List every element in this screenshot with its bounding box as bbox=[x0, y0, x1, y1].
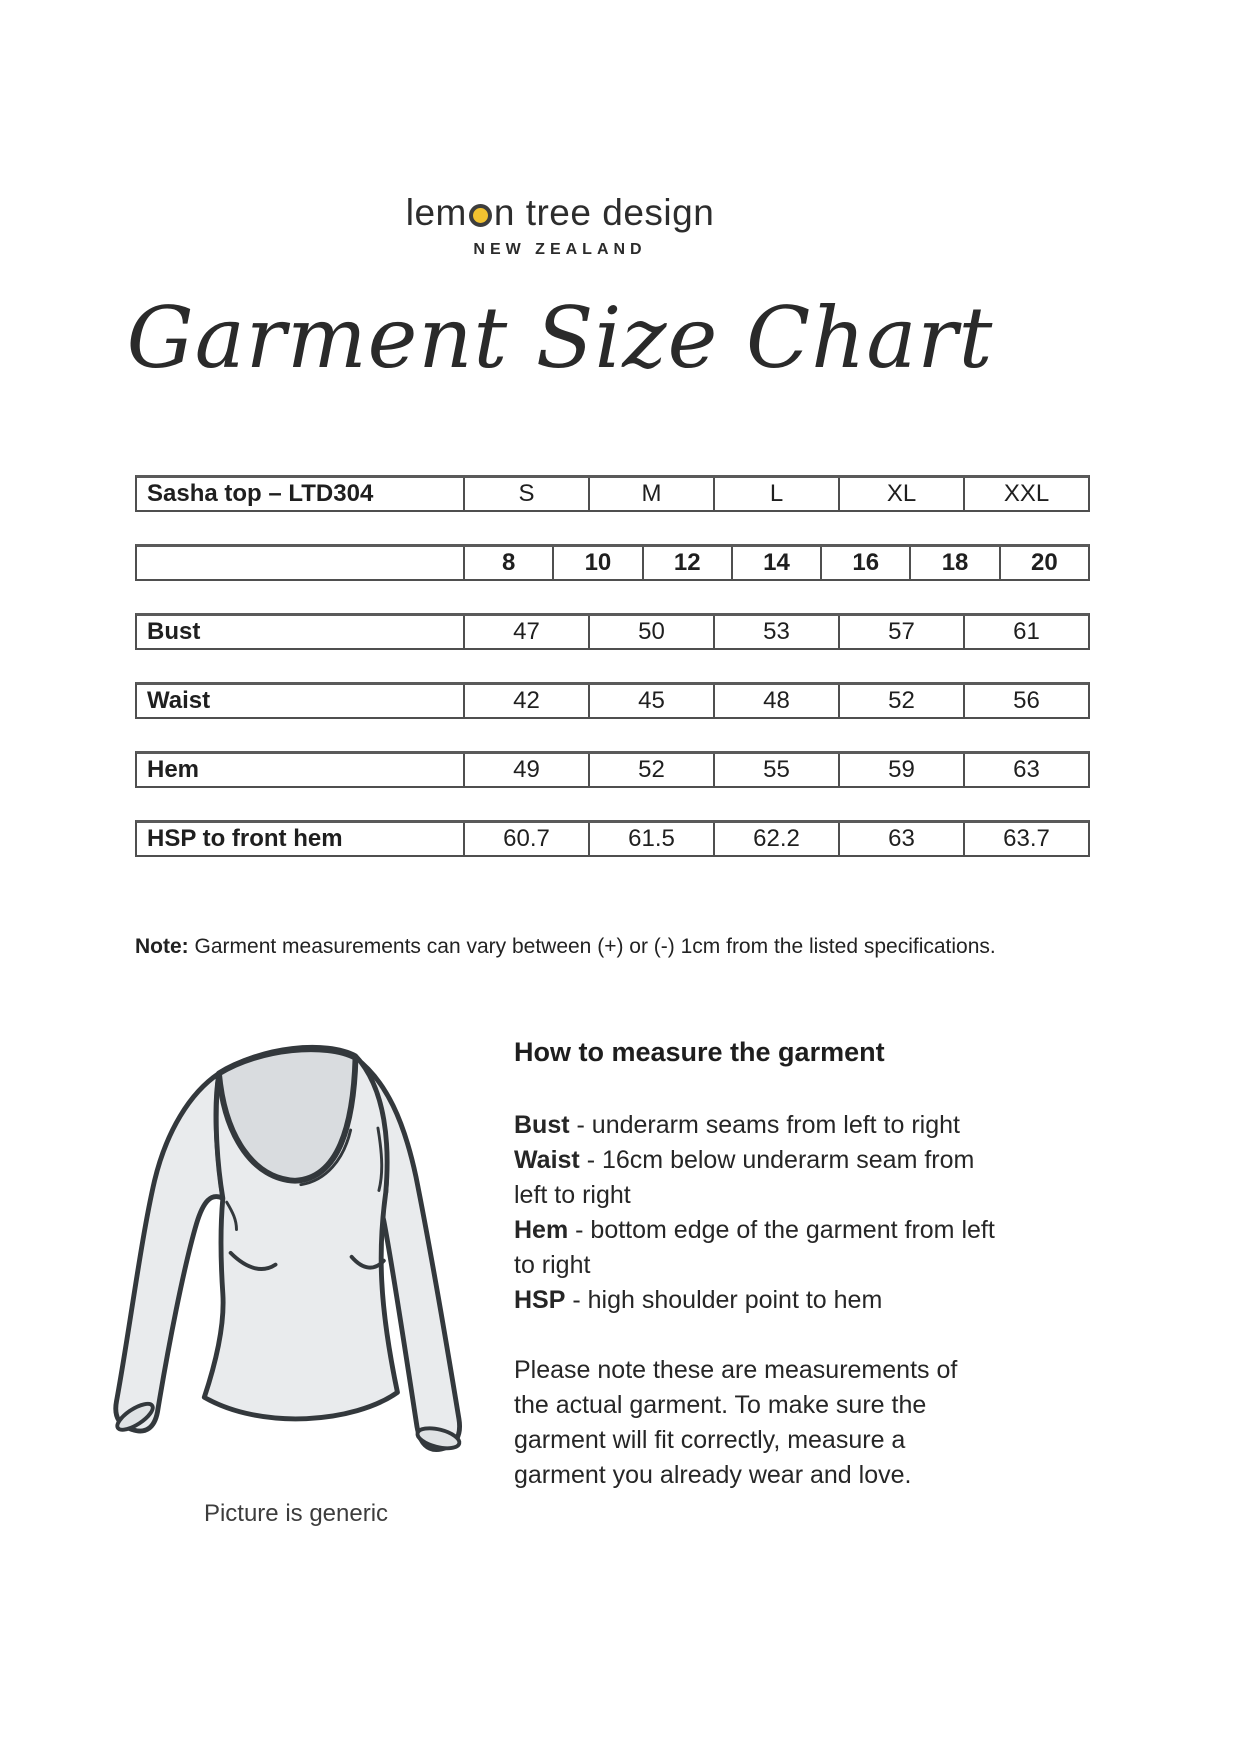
measure-value-cell: 52 bbox=[588, 754, 713, 786]
measure-item-hsp: HSP - high shoulder point to hem bbox=[514, 1286, 883, 1314]
letter-size-cell: M bbox=[588, 478, 713, 510]
product-label-cell: Sasha top – LTD304 bbox=[147, 480, 374, 507]
measure-label-cell: Bust bbox=[147, 618, 201, 645]
table-row-hsp bbox=[135, 820, 1090, 857]
note-label: Note: bbox=[135, 935, 189, 958]
table-row-numeric-sizes bbox=[135, 544, 1090, 581]
measure-value-cell: 60.7 bbox=[463, 823, 588, 855]
measure-label-cell: HSP to front hem bbox=[147, 825, 343, 852]
lemon-dot-icon bbox=[469, 204, 492, 227]
figure-caption: Picture is generic bbox=[203, 1500, 389, 1527]
measure-value-cell: 50 bbox=[588, 616, 713, 648]
logo-text-right: n tree design bbox=[493, 192, 715, 233]
how-to-measure bbox=[514, 1011, 996, 1528]
fit-advice-paragraph: Please note these are measurements of the actual garment. To make sure the garment will fit correctly, measure a garment you already wear and love. bbox=[514, 1356, 958, 1489]
letter-size-cell: XL bbox=[838, 478, 963, 510]
tolerance-note bbox=[135, 935, 1241, 959]
brand-header bbox=[0, 0, 1120, 387]
how-to-heading: How to measure the garment bbox=[514, 1037, 885, 1067]
measure-value-cell: 61.5 bbox=[588, 823, 713, 855]
measure-value-cell: 53 bbox=[713, 616, 838, 648]
measure-guide-section bbox=[92, 1011, 1241, 1528]
letter-size-cell: XXL bbox=[963, 478, 1088, 510]
numeric-size-cell: 12 bbox=[642, 547, 731, 579]
measure-value-cell: 57 bbox=[838, 616, 963, 648]
table-row-bust bbox=[135, 613, 1090, 650]
measure-item-waist: Waist - 16cm below underarm seam from left to right bbox=[514, 1146, 975, 1209]
garment-illustration-icon bbox=[92, 1011, 500, 1489]
letter-size-cell: L bbox=[713, 478, 838, 510]
table-row-waist bbox=[135, 682, 1090, 719]
measure-item-hem: Hem - bottom edge of the garment from left to right bbox=[514, 1216, 995, 1279]
table-row-product bbox=[135, 475, 1090, 512]
note-text: Garment measurements can vary between (+) or (-) 1cm from the listed specifications. bbox=[194, 935, 996, 958]
numeric-size-cell: 8 bbox=[463, 547, 552, 579]
measure-value-cell: 42 bbox=[463, 685, 588, 717]
empty-label-cell bbox=[137, 547, 463, 579]
measure-value-cell: 63.7 bbox=[963, 823, 1088, 855]
measure-value-cell: 56 bbox=[963, 685, 1088, 717]
measure-value-cell: 63 bbox=[838, 823, 963, 855]
brand-logo bbox=[0, 192, 1120, 234]
letter-size-cell: S bbox=[463, 478, 588, 510]
table-row-hem bbox=[135, 751, 1090, 788]
numeric-size-cell: 20 bbox=[999, 547, 1088, 579]
measure-value-cell: 49 bbox=[463, 754, 588, 786]
numeric-size-cell: 18 bbox=[909, 547, 998, 579]
measure-value-cell: 45 bbox=[588, 685, 713, 717]
logo-text-left: lem bbox=[405, 192, 467, 233]
measure-value-cell: 62.2 bbox=[713, 823, 838, 855]
measure-value-cell: 61 bbox=[963, 616, 1088, 648]
brand-country: NEW ZEALAND bbox=[473, 241, 647, 258]
size-tables bbox=[135, 475, 1090, 857]
measure-value-cell: 63 bbox=[963, 754, 1088, 786]
numeric-size-cell: 16 bbox=[820, 547, 909, 579]
garment-figure bbox=[92, 1011, 500, 1528]
numeric-size-cell: 10 bbox=[552, 547, 641, 579]
measure-value-cell: 55 bbox=[713, 754, 838, 786]
measure-label-cell: Hem bbox=[147, 756, 200, 783]
measure-value-cell: 59 bbox=[838, 754, 963, 786]
measure-value-cell: 47 bbox=[463, 616, 588, 648]
page-title: Garment Size Chart bbox=[126, 289, 994, 387]
numeric-size-cell: 14 bbox=[731, 547, 820, 579]
measure-value-cell: 52 bbox=[838, 685, 963, 717]
measure-item-bust: Bust - underarm seams from left to right bbox=[514, 1111, 960, 1139]
measure-value-cell: 48 bbox=[713, 685, 838, 717]
measure-label-cell: Waist bbox=[147, 687, 211, 714]
